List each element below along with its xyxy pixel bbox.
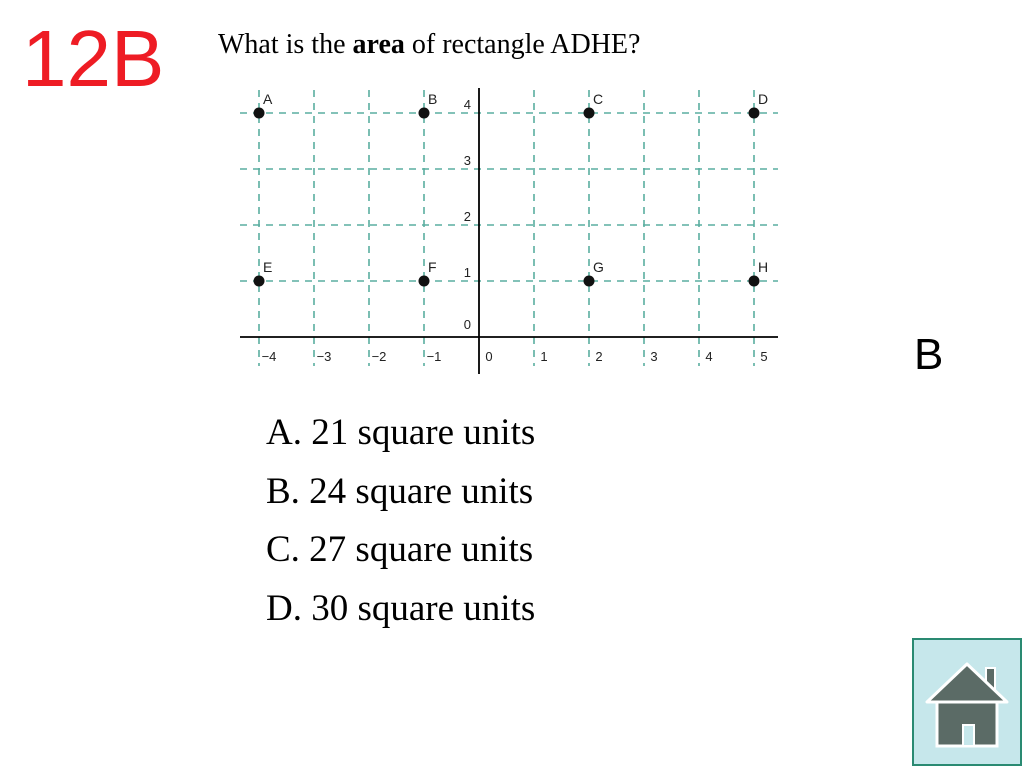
point-label-d: D [758, 91, 769, 107]
point-h [749, 276, 760, 287]
question-suffix: of rectangle ADHE? [404, 29, 641, 60]
answer-choices [266, 404, 535, 638]
x-tick-label: 4 [705, 349, 713, 364]
home-icon [914, 640, 1020, 764]
y-tick-label: 3 [463, 153, 471, 168]
question-emphasis: area [352, 29, 405, 60]
point-c [584, 108, 595, 119]
point-b [419, 108, 430, 119]
x-tick-label: 5 [760, 349, 768, 364]
point-g [584, 276, 595, 287]
point-label-f: F [428, 259, 437, 275]
point-label-h: H [758, 259, 769, 275]
point-label-b: B [428, 91, 438, 107]
y-tick-label: 1 [463, 265, 471, 280]
choice-c[interactable]: C. 27 square units [266, 529, 534, 570]
choice-b[interactable]: B. 24 square units [266, 470, 534, 512]
point-label-g: G [593, 259, 604, 275]
question-text [218, 28, 640, 62]
answer-key: B [914, 330, 944, 379]
x-tick-label: −4 [261, 349, 277, 364]
x-tick-label: −1 [426, 349, 442, 364]
y-tick-label: 4 [463, 97, 471, 112]
point-e [254, 276, 265, 287]
x-tick-label: −3 [316, 349, 332, 364]
coordinate-grid [238, 84, 780, 376]
point-a [254, 108, 265, 119]
slide-number: 12B [22, 14, 165, 103]
point-f [419, 276, 430, 287]
x-tick-label: −2 [371, 349, 387, 364]
point-label-a: A [263, 91, 273, 107]
y-tick-label: 2 [463, 209, 471, 224]
x-tick-label: 3 [650, 349, 658, 364]
point-label-c: C [593, 91, 604, 107]
choice-a[interactable]: A. 21 square units [266, 412, 536, 453]
coordinate-grid-svg [238, 84, 780, 376]
home-button[interactable] [912, 638, 1022, 766]
y-tick-label: 0 [463, 317, 471, 332]
point-d [749, 108, 760, 119]
point-label-e: E [263, 259, 273, 275]
x-tick-label: 1 [540, 349, 548, 364]
x-tick-label: 2 [595, 349, 603, 364]
choice-d[interactable]: D. 30 square units [266, 587, 536, 629]
question-prefix: What is the [218, 29, 353, 60]
x-tick-label: 0 [485, 349, 493, 364]
